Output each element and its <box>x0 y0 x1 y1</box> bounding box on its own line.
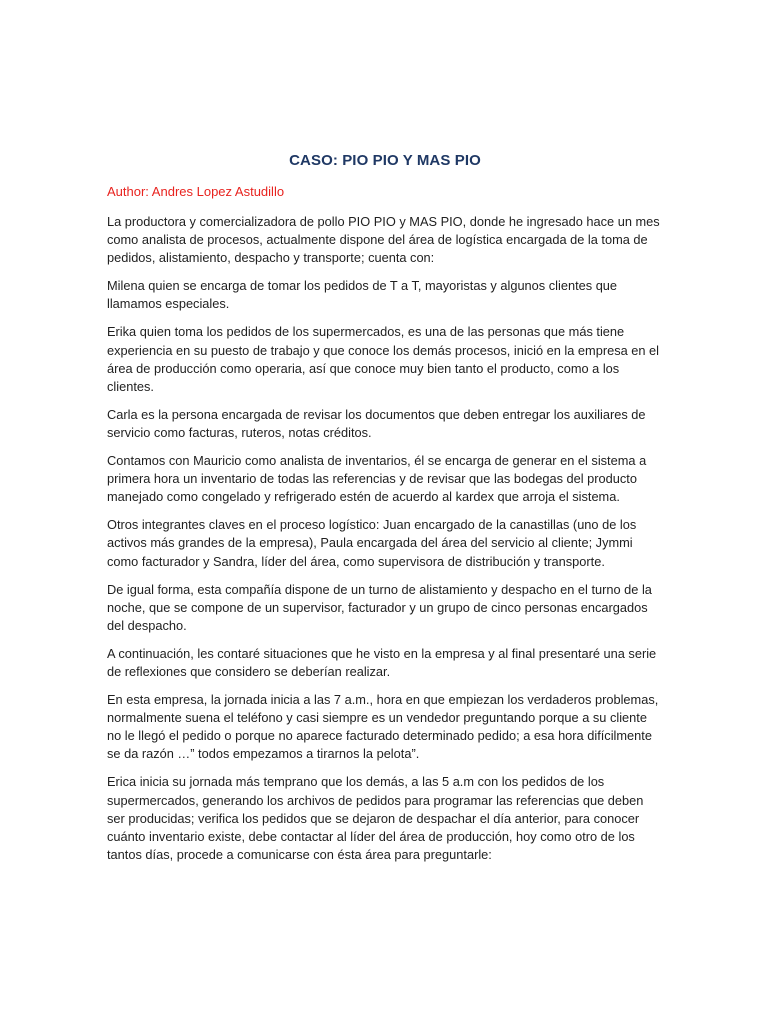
document-author: Author: Andres Lopez Astudillo <box>107 184 285 199</box>
paragraph-9: En esta empresa, la jornada inicia a las 7 a.m., hora en que empiezan los verdaderos problemas, normalmente suena el teléfono y casi siempre es un vendedor preguntando porque a su cliente no le llegó el pedido o porque no aparece facturado determinado pedido; a esa hora difícilmente se da razón …” todos empezamos a tirarnos la pelota”. <box>107 692 659 762</box>
paragraph-5: Contamos con Mauricio como analista de inventarios, él se encarga de generar en el sistema a primera hora un inventario de todas las referencias y de revisar que las bodegas del producto manejado como congelado y refrigerado estén de acuerdo al kardex que arroja el sistema. <box>107 453 647 505</box>
document-page <box>107 152 663 874</box>
paragraph-2: Milena quien se encarga de tomar los pedidos de T a T, mayoristas y algunos clientes que llamamos especiales. <box>107 278 618 312</box>
paragraph-6: Otros integrantes claves en el proceso logístico: Juan encargado de la canastillas (uno de los activos más grandes de la empresa), Paula encargada del área del servicio al cliente; Jymmi como facturador y Sandra, líder del área, como supervisora de distribución y transporte. <box>107 517 637 569</box>
paragraph-8: A continuación, les contaré situaciones que he visto en la empresa y al final presentaré una serie de reflexiones que considero se deberían realizar. <box>107 645 657 679</box>
paragraph-7: De igual forma, esta compañía dispone de un turno de alistamiento y despacho en el turno de la noche, que se compone de un supervisor, facturador y un grupo de cinco personas encargados del despacho. <box>107 581 652 633</box>
paragraph-3: Erika quien toma los pedidos de los supermercados, es una de las personas que más tiene experiencia en su puesto de trabajo y que conoce los demás procesos, inició en la empresa en el área de producción como operaria, así que conoce muy bien tanto el producto, como a los clientes. <box>107 324 660 394</box>
paragraph-1: La productora y comercializadora de pollo PIO PIO y MAS PIO, donde he ingresado hace un mes como analista de procesos, actualmente dispone del área de logística encargada de la toma de pedidos, alistamiento, despacho y transporte; cuenta con: <box>107 214 660 266</box>
paragraph-10: Erica inicia su jornada más temprano que los demás, a las 5 a.m con los pedidos de los supermercados, generando los archivos de pedidos para programar las referencias que deben ser producidas; verifica los pedidos que se dejaron de despachar el día anterior, para conocer cuánto inventario existe, debe contactar al líder del área de producción, hoy como otro de los tantos días, procede a comunicarse con ésta área para preguntarle: <box>107 774 644 862</box>
paragraph-4: Carla es la persona encargada de revisar los documentos que deben entregar los auxiliares de servicio como facturas, ruteros, notas créditos. <box>107 406 646 440</box>
document-title: CASO: PIO PIO Y MAS PIO <box>289 152 481 169</box>
